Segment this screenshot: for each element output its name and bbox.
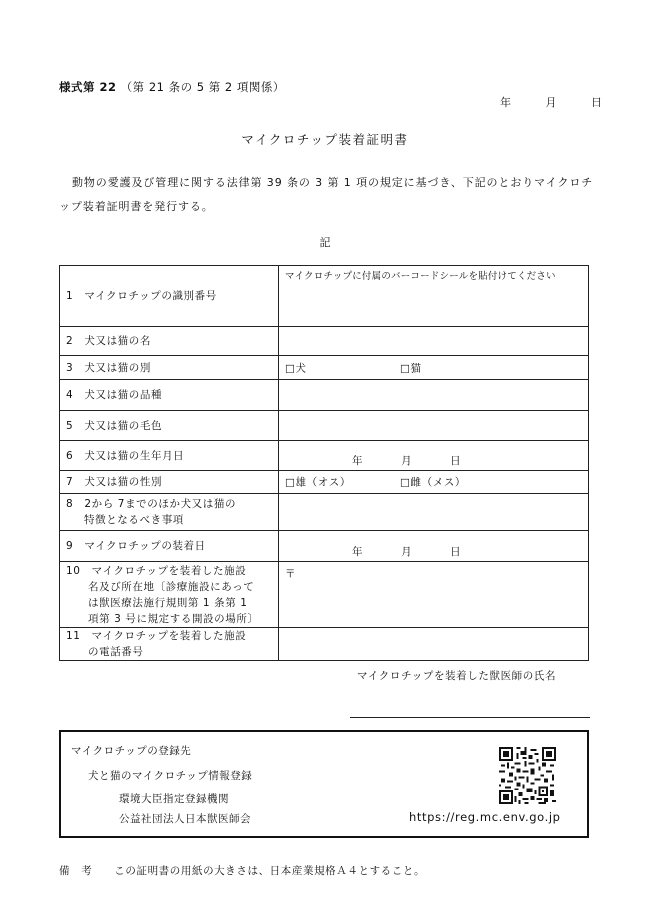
- row-label: 3 犬又は猫の別: [60, 356, 279, 380]
- sex-field: [279, 471, 589, 494]
- issue-date-month: 月: [545, 96, 557, 109]
- row-label-line: 10 マイクロチップを装着した施設: [66, 564, 247, 577]
- table-row: [60, 441, 589, 471]
- day-label: 日: [450, 546, 462, 558]
- vet-signature-line[interactable]: [350, 717, 590, 718]
- row-label-line: 8 2から 7までのほか犬又は猫の: [66, 498, 237, 510]
- registration-heading: マイクロチップの登録先: [71, 745, 192, 757]
- pet-name-field[interactable]: [279, 327, 589, 356]
- document-title: マイクロチップ装着証明書: [241, 132, 409, 147]
- species-field: [279, 356, 589, 380]
- microchip-id-field[interactable]: [279, 266, 589, 327]
- issue-date-year: 年: [500, 96, 511, 109]
- registration-box: [59, 730, 589, 838]
- birth-date-ymd: [352, 453, 461, 468]
- table-row: [60, 471, 589, 494]
- day-label: 日: [450, 455, 462, 467]
- barcode-note: マイクロチップに付属のバーコードシールを貼付けてください: [285, 271, 556, 282]
- facility-address-field[interactable]: [279, 562, 589, 628]
- row-label: [60, 562, 279, 628]
- table-row: [60, 628, 589, 661]
- vet-signature-label: マイクロチップを装着した獣医師の氏名: [357, 670, 557, 682]
- table-row: [60, 531, 589, 562]
- registration-url[interactable]: https://reg.mc.env.go.jp: [409, 810, 561, 824]
- row-label: 2 犬又は猫の名: [60, 327, 279, 356]
- table-row: [60, 494, 589, 531]
- row-label: 4 犬又は猫の品種: [60, 380, 279, 411]
- registration-designation: 環境大臣指定登録機関: [119, 793, 229, 805]
- row-label: 6 犬又は猫の生年月日: [60, 441, 279, 471]
- issue-date: [500, 94, 602, 110]
- year-label: 年: [352, 546, 364, 558]
- row-label: 9 マイクロチップの装着日: [60, 531, 279, 562]
- table-row: [60, 411, 589, 441]
- certificate-table: [59, 265, 589, 661]
- row-label: 1 マイクロチップの識別番号: [60, 266, 279, 327]
- breed-field[interactable]: [279, 380, 589, 411]
- dog-checkbox[interactable]: □犬: [285, 362, 307, 374]
- year-label: 年: [352, 455, 364, 467]
- qr-code-icon[interactable]: [499, 747, 556, 804]
- row-label: [60, 628, 279, 661]
- remarks-text: この証明書の用紙の大きさは、日本産業規格Ａ４とすること。: [114, 865, 426, 877]
- row-label-line: 11 マイクロチップを装着した施設: [66, 630, 247, 642]
- table-row: [60, 327, 589, 356]
- form-number: [59, 79, 285, 95]
- remarks-label: 備 考: [59, 865, 93, 877]
- issue-date-day: 日: [591, 96, 602, 109]
- male-checkbox[interactable]: □雄（オス）: [285, 476, 351, 489]
- coat-color-field[interactable]: [279, 411, 589, 441]
- form-number-label: 様式第 22: [59, 80, 117, 94]
- row-label-line: 特徴となるべき事項: [84, 514, 184, 526]
- postal-mark: 〒: [285, 568, 297, 580]
- table-row: [60, 266, 589, 327]
- facility-phone-field[interactable]: [279, 628, 589, 661]
- row-label-line: 項第 3 号に規定する開設の場所〕: [88, 612, 259, 625]
- month-label: 月: [401, 546, 413, 558]
- row-label: [60, 494, 279, 531]
- row-label-line: は獣医療法施行規則第 1 条第 1: [88, 596, 248, 609]
- implant-date-ymd: [352, 544, 461, 559]
- row-label: 5 犬又は猫の毛色: [60, 411, 279, 441]
- table-row: [60, 356, 589, 380]
- birth-date-field[interactable]: [279, 441, 589, 471]
- registration-system-name: 犬と猫のマイクロチップ情報登録: [88, 770, 253, 782]
- cat-checkbox[interactable]: □猫: [400, 362, 422, 374]
- form-reference: （第 21 条の 5 第 2 項関係）: [120, 80, 285, 94]
- body-text: 動物の愛護及び管理に関する法律第 39 条の 3 第 1 項の規定に基づき、下記のとおりマイクロチップ装着証明書を発行する。: [59, 176, 594, 213]
- table-row: [60, 380, 589, 411]
- table-row: [60, 562, 589, 628]
- features-field[interactable]: [279, 494, 589, 531]
- row-label-line: 名及び所在地〔診療施設にあって: [88, 580, 255, 593]
- female-checkbox[interactable]: □雌（メス）: [400, 476, 467, 489]
- row-label-line: の電話番号: [88, 646, 144, 658]
- implant-date-field[interactable]: [279, 531, 589, 562]
- ki-heading: 記: [319, 236, 331, 249]
- month-label: 月: [401, 455, 413, 467]
- registration-organization: 公益社団法人日本獣医師会: [119, 813, 251, 825]
- remarks: [59, 863, 425, 878]
- row-label: 7 犬又は猫の性別: [60, 471, 279, 494]
